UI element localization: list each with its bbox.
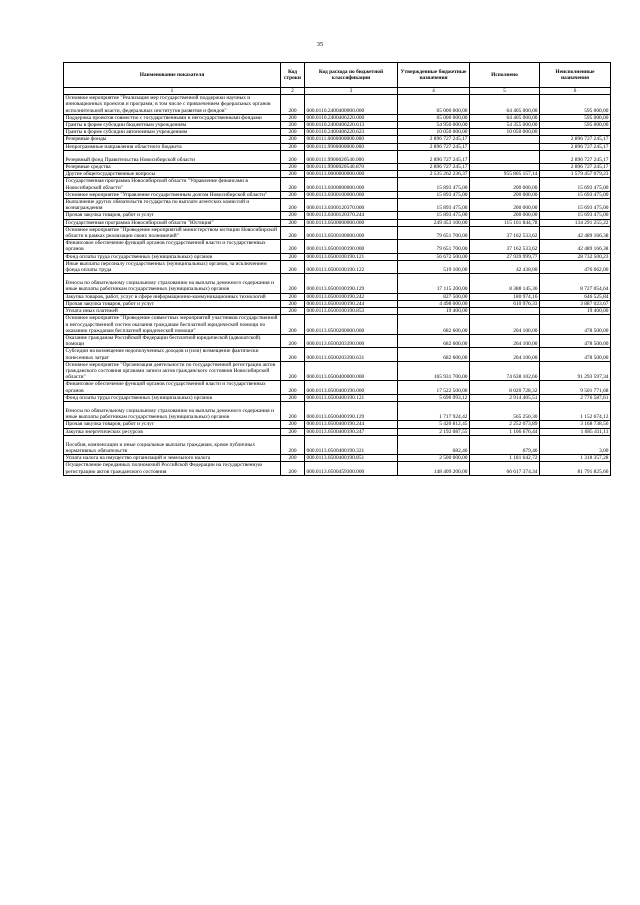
row-approved: 519 100,00 [398,260,470,273]
table-row [64,274,611,293]
column-number: 4 [398,88,470,95]
row-code: 200 [281,240,305,253]
row-executed: 64 405 000,00 [470,95,540,115]
row-executed: 200 000,00 [470,212,540,219]
row-classification: 000.0113.0500100190.121 [305,253,398,260]
row-name: Основное мероприятие "Проведение мероприятий министерством юстиции Новосибирской области в рамках реализации своих полномочий" [64,226,281,239]
row-unexecuted: 2 896 727 245,17 [540,143,611,150]
row-executed: 10 050 000,00 [470,129,540,136]
row-approved: 4 498 000,00 [398,300,470,307]
row-unexecuted: 476 662,00 [540,260,611,273]
row-classification: 000.0113.0500100190.122 [305,260,398,273]
column-number: 1 [64,88,281,95]
row-name: Уплата иных платежей [64,308,281,315]
row-unexecuted: 3 168 738,56 [540,421,611,428]
table-row [64,95,611,115]
row-approved: 682 600,00 [398,315,470,335]
header-classification: Код расхода по бюджетной классификации [305,63,398,88]
row-unexecuted: 81 791 825,66 [540,462,611,475]
row-name: Выполнение других обязательств государства по выплате агентских комиссий и вознаграждения [64,199,281,212]
row-approved: 10 050 000,00 [398,129,470,136]
table-row [64,435,611,454]
row-name: Государственная программа Новосибирской области "Юстиция" [64,219,281,226]
row-executed: 204 100,00 [470,348,540,361]
row-classification: 000.0113.0500000000.000 [305,219,398,226]
table-row [64,462,611,475]
row-classification: 000.0113.0300000000.000 [305,178,398,191]
row-name: Прочая закупка товаров, работ и услуг [64,300,281,307]
row-classification: 000.0113.0500203390.631 [305,348,398,361]
row-approved: 19 400,00 [398,308,470,315]
row-classification: 000.0110.2400406220.613 [305,122,398,129]
row-classification: 000.0111.9900000000.000 [305,143,398,150]
row-code: 200 [281,212,305,219]
row-classification: 000.0113.0300120370.000 [305,199,398,212]
column-number: 6 [540,88,611,95]
row-executed: 66 617 374,34 [470,462,540,475]
row-unexecuted: 1 318 357,28 [540,455,611,462]
row-classification: 000.0110.2400406220.623 [305,129,398,136]
table-row [64,421,611,428]
table-body [64,95,611,476]
row-executed: 115 161 844,78 [470,219,540,226]
row-approved: 1 717 924,42 [398,401,470,420]
row-name: Основное мероприятие "Управление государственным долгом Новосибирской области" [64,191,281,198]
row-classification: 000.0113.0500459300.000 [305,462,398,475]
row-unexecuted: 478 500,00 [540,315,611,335]
row-unexecuted: 2 896 727 245,17 [540,136,611,143]
row-executed [470,150,540,163]
row-code: 200 [281,274,305,293]
row-code: 200 [281,300,305,307]
table-row [64,455,611,462]
row-classification: 000.0113.0500400190.129 [305,401,398,420]
row-classification: 000.0111.9900020540.870 [305,164,398,171]
row-code: 200 [281,95,305,115]
table-row [64,315,611,335]
row-classification: 000.0110.2400406220.000 [305,114,398,121]
row-name: Взносы по обязательному социальному страхованию на выплаты денежного содержания и иные выплаты работникам государственных (муниципальных) органов [64,274,281,293]
row-name: Фонд оплаты труда государственных (муниципальных) органов [64,394,281,401]
table-row [64,253,611,260]
row-unexecuted: 19 400,00 [540,308,611,315]
table-row [64,428,611,435]
row-code: 200 [281,178,305,191]
row-executed: 37 162 533,62 [470,240,540,253]
row-name: Финансовое обеспечение функций органов государственной власти и государственных органов [64,240,281,253]
row-code: 200 [281,122,305,129]
row-code: 200 [281,435,305,454]
row-approved: 79 651 700,00 [398,226,470,239]
row-classification: 000.0111.9900020540.000 [305,150,398,163]
row-executed: 204 100,00 [470,315,540,335]
row-classification: 000.0113.0500400190.244 [305,421,398,428]
row-name: Оказание гражданам Российской Федерации бесплатной юридической (адвокатской) помощи [64,334,281,347]
row-name: Другие общегосударственные вопросы [64,171,281,178]
row-unexecuted: 2 896 727 245,17 [540,150,611,163]
row-unexecuted: 1 085 411,11 [540,428,611,435]
row-classification: 000.0113.0500100000.000 [305,226,398,239]
row-code: 200 [281,428,305,435]
row-unexecuted: 15 693 475,00 [540,199,611,212]
row-unexecuted: 1 152 674,12 [540,401,611,420]
row-code: 200 [281,226,305,239]
row-executed: 180 974,16 [470,293,540,300]
row-name: Прочая закупка товаров, работ и услуг [64,212,281,219]
row-code: 200 [281,462,305,475]
table-row [64,300,611,307]
row-approved: 5 690 993,12 [398,394,470,401]
row-unexecuted: 595 000,00 [540,122,611,129]
row-unexecuted: 9 501 771,68 [540,381,611,394]
row-executed [470,143,540,150]
row-classification: 000.0113.0500100190.129 [305,274,398,293]
row-unexecuted: 2 776 587,61 [540,394,611,401]
row-unexecuted: 2 896 727 245,17 [540,164,611,171]
row-classification: 000.0113.0500100190.242 [305,293,398,300]
row-approved: 15 893 475,00 [398,178,470,191]
row-executed: 1 181 642,72 [470,455,540,462]
row-executed: 37 162 533,62 [470,226,540,239]
table-header-row [64,63,611,88]
row-name: Резервные средства [64,164,281,171]
row-executed: 610 976,33 [470,300,540,307]
row-name: Прочая закупка товаров, работ и услуг [64,421,281,428]
row-unexecuted: 8 727 054,64 [540,274,611,293]
table-row [64,129,611,136]
row-executed: 1 106 676,44 [470,428,540,435]
table-row [64,334,611,347]
row-executed: 204 100,00 [470,334,540,347]
row-classification: 000.0113.0500203390.000 [305,334,398,347]
row-name: Закупка энергетических ресурсов [64,428,281,435]
row-name: Поддержка проектов совместно с государственными и негосударственными фондами [64,114,281,121]
row-classification: 000.0113.0500400190.851 [305,455,398,462]
column-number: 2 [281,88,305,95]
table-row [64,219,611,226]
row-unexecuted: 28 732 500,23 [540,253,611,260]
table-row [64,226,611,239]
row-classification: 000.0113.0500400000.000 [305,361,398,381]
column-number: 5 [470,88,540,95]
row-approved: 2 192 087,55 [398,428,470,435]
row-code: 200 [281,191,305,198]
row-code: 200 [281,260,305,273]
row-name: Уплата налога на имущество организаций и земельного налога [64,455,281,462]
row-classification: 000.0113.0500400190.121 [305,394,398,401]
page-number: 35 [316,41,324,48]
row-executed: 8 020 728,32 [470,381,540,394]
row-executed [470,308,540,315]
row-unexecuted: 478 500,00 [540,348,611,361]
row-name: Закупка товаров, работ, услуг в сфере информационно-коммуникационных технологий [64,293,281,300]
table-row [64,308,611,315]
row-executed: 200 000,00 [470,191,540,198]
row-code: 200 [281,421,305,428]
row-executed: 2 252 073,89 [470,421,540,428]
row-approved: 682 600,00 [398,334,470,347]
row-unexecuted: 595 000,00 [540,114,611,121]
row-unexecuted [540,129,611,136]
row-approved: 15 893 475,00 [398,191,470,198]
row-classification: 000.0110.2400400000.000 [305,95,398,115]
row-executed: 679,46 [470,435,540,454]
row-classification: 000.0113.0500100190.244 [305,300,398,307]
row-code: 200 [281,136,305,143]
row-unexecuted: 15 693 475,00 [540,178,611,191]
row-approved: 827 500,00 [398,293,470,300]
row-approved: 682 600,00 [398,348,470,361]
row-code: 200 [281,171,305,178]
column-number: 3 [305,88,398,95]
row-classification: 000.0113.0000000000.000 [305,171,398,178]
table-row [64,143,611,150]
row-approved: 2 896 727 245,17 [398,143,470,150]
table-row [64,381,611,394]
row-code: 200 [281,315,305,335]
row-name: Пособия, компенсации и иные социальные выплаты гражданам, кроме публичных нормативных обязательств [64,435,281,454]
row-approved: 15 893 475,00 [398,199,470,212]
table-row [64,348,611,361]
table-row [64,260,611,273]
row-name: Основное мероприятие "Проведение совместных мероприятий участников государственной и негосударственной систем оказания гражданам бесплатной юридической помощи по оказанию гражданам бесплатной юридической помощи" [64,315,281,335]
row-executed: 54 355 000,00 [470,122,540,129]
row-code: 200 [281,129,305,136]
table-row [64,164,611,171]
row-classification: 000.0113.0500100190.853 [305,308,398,315]
row-executed: 27 939 999,77 [470,253,540,260]
table-row [64,171,611,178]
row-executed [470,136,540,143]
row-approved: 17 115 200,00 [398,274,470,293]
row-code: 200 [281,455,305,462]
table-row [64,114,611,121]
row-name: Гранты в форме субсидии бюджетным учреждениям [64,122,281,129]
row-classification: 000.0113.0500100190.000 [305,240,398,253]
row-name: Финансовое обеспечение функций органов государственной власти и государственных органов [64,381,281,394]
row-code: 200 [281,143,305,150]
table-row [64,293,611,300]
row-code: 200 [281,308,305,315]
row-unexecuted: 42 489 166,38 [540,226,611,239]
row-approved: 54 950 000,00 [398,122,470,129]
budget-execution-table [63,62,611,476]
row-unexecuted: 91 293 597,34 [540,361,611,381]
row-approved: 56 672 500,00 [398,253,470,260]
row-approved: 165 931 700,00 [398,361,470,381]
row-approved: 2 896 727 245,17 [398,136,470,143]
row-code: 200 [281,361,305,381]
column-number-row [64,88,611,95]
row-code: 200 [281,219,305,226]
row-code: 200 [281,114,305,121]
header-unexecuted: Неисполненные назначения [540,63,611,88]
table-row [64,212,611,219]
table-row [64,136,611,143]
row-executed: 2 914 405,51 [470,394,540,401]
row-approved: 5 420 812,45 [398,421,470,428]
row-executed: 200 000,00 [470,199,540,212]
row-name: Субсидии на возмещение недополученных доходов и (или) возмещение фактически понесенных затрат [64,348,281,361]
row-classification: 000.0113.0300120370.244 [305,212,398,219]
row-name: Резервный фонд Правительства Новосибирской области [64,150,281,163]
table-row [64,150,611,163]
header-code: Код строки [281,63,305,88]
header-executed: Исполнено [470,63,540,88]
row-unexecuted: 15 693 475,00 [540,191,611,198]
row-executed: 42 438,00 [470,260,540,273]
row-unexecuted: 3 887 023,67 [540,300,611,307]
row-code: 200 [281,164,305,171]
row-unexecuted: 42 489 166,38 [540,240,611,253]
row-approved: 79 651 700,00 [398,240,470,253]
table-row [64,401,611,420]
row-executed [470,164,540,171]
row-code: 200 [281,381,305,394]
table-row [64,199,611,212]
header-approved: Утвержденные бюджетные назначения [398,63,470,88]
row-classification: 000.0113.0500400190.321 [305,435,398,454]
row-approved: 17 522 500,00 [398,381,470,394]
row-name: Осуществление переданных полномочий Российской Федерации на государственную регистрацию актов гражданского состояния [64,462,281,475]
row-approved: 249 453 100,00 [398,219,470,226]
row-approved: 682,46 [398,435,470,454]
table-row [64,122,611,129]
row-code: 200 [281,348,305,361]
row-classification: 000.0113.0500400190.247 [305,428,398,435]
row-executed: 8 388 145,36 [470,274,540,293]
row-name: Взносы по обязательному социальному страхованию на выплаты денежного содержания и иные выплаты работникам государственных (муниципальных) органов [64,401,281,420]
row-name: Основное мероприятие "Реализация мер государственной поддержки научных и инновационных проектов и программ, в том числе с привлечением федеральных органов исполнительной власти, федеральных институтов развития и фондов" [64,95,281,115]
row-executed: 565 250,30 [470,401,540,420]
row-executed: 955 805 157,14 [470,171,540,178]
row-classification: 000.0113.0500400190.000 [305,381,398,394]
row-classification: 000.0111.0000000000.000 [305,136,398,143]
row-executed: 64 405 000,00 [470,114,540,121]
table-row [64,240,611,253]
row-code: 200 [281,394,305,401]
row-code: 200 [281,253,305,260]
row-approved: 65 000 000,00 [398,114,470,121]
row-code: 200 [281,334,305,347]
row-unexecuted: 15 693 475,00 [540,212,611,219]
row-name: Основное мероприятие "Организация деятельности по государственной регистрации актов гражданского состояния органами записи актов гражданского состояния Новосибирской области" [64,361,281,381]
row-name: Фонд оплаты труда государственных (муниципальных) органов [64,253,281,260]
row-name: Резервные фонды [64,136,281,143]
row-executed: 74 638 102,66 [470,361,540,381]
row-approved: 2 896 727 245,17 [398,164,470,171]
row-unexecuted: 646 525,84 [540,293,611,300]
row-approved: 2 500 000,00 [398,455,470,462]
row-approved: 15 893 475,00 [398,212,470,219]
row-name: Государственная программа Новосибирской области "Управление финансами в Новосибирской области" [64,178,281,191]
row-code: 200 [281,150,305,163]
table-row [64,191,611,198]
row-code: 200 [281,293,305,300]
row-code: 200 [281,401,305,420]
row-name: Непрограммные направления областного бюджета [64,143,281,150]
header-name: Наименование показателя [64,63,281,88]
row-approved: 2 535 262 236,37 [398,171,470,178]
row-approved: 65 000 000,00 [398,95,470,115]
row-code: 200 [281,199,305,212]
row-unexecuted: 595 000,00 [540,95,611,115]
row-unexecuted: 1 579 457 079,23 [540,171,611,178]
row-unexecuted: 134 291 255,22 [540,219,611,226]
row-unexecuted: 478 500,00 [540,334,611,347]
row-classification: 000.0113.0300100000.000 [305,191,398,198]
row-name: Иные выплаты персоналу государственных (муниципальных) органов, за исключением фонда оплаты труда [64,260,281,273]
row-approved: 148 409 200,00 [398,462,470,475]
row-unexecuted: 3,00 [540,435,611,454]
row-name: Гранты в форме субсидии автономным учреждениям [64,129,281,136]
table-row [64,178,611,191]
row-executed: 200 000,00 [470,178,540,191]
table-row [64,361,611,381]
row-approved: 2 896 727 245,17 [398,150,470,163]
table-row [64,394,611,401]
row-classification: 000.0113.0500200000.000 [305,315,398,335]
